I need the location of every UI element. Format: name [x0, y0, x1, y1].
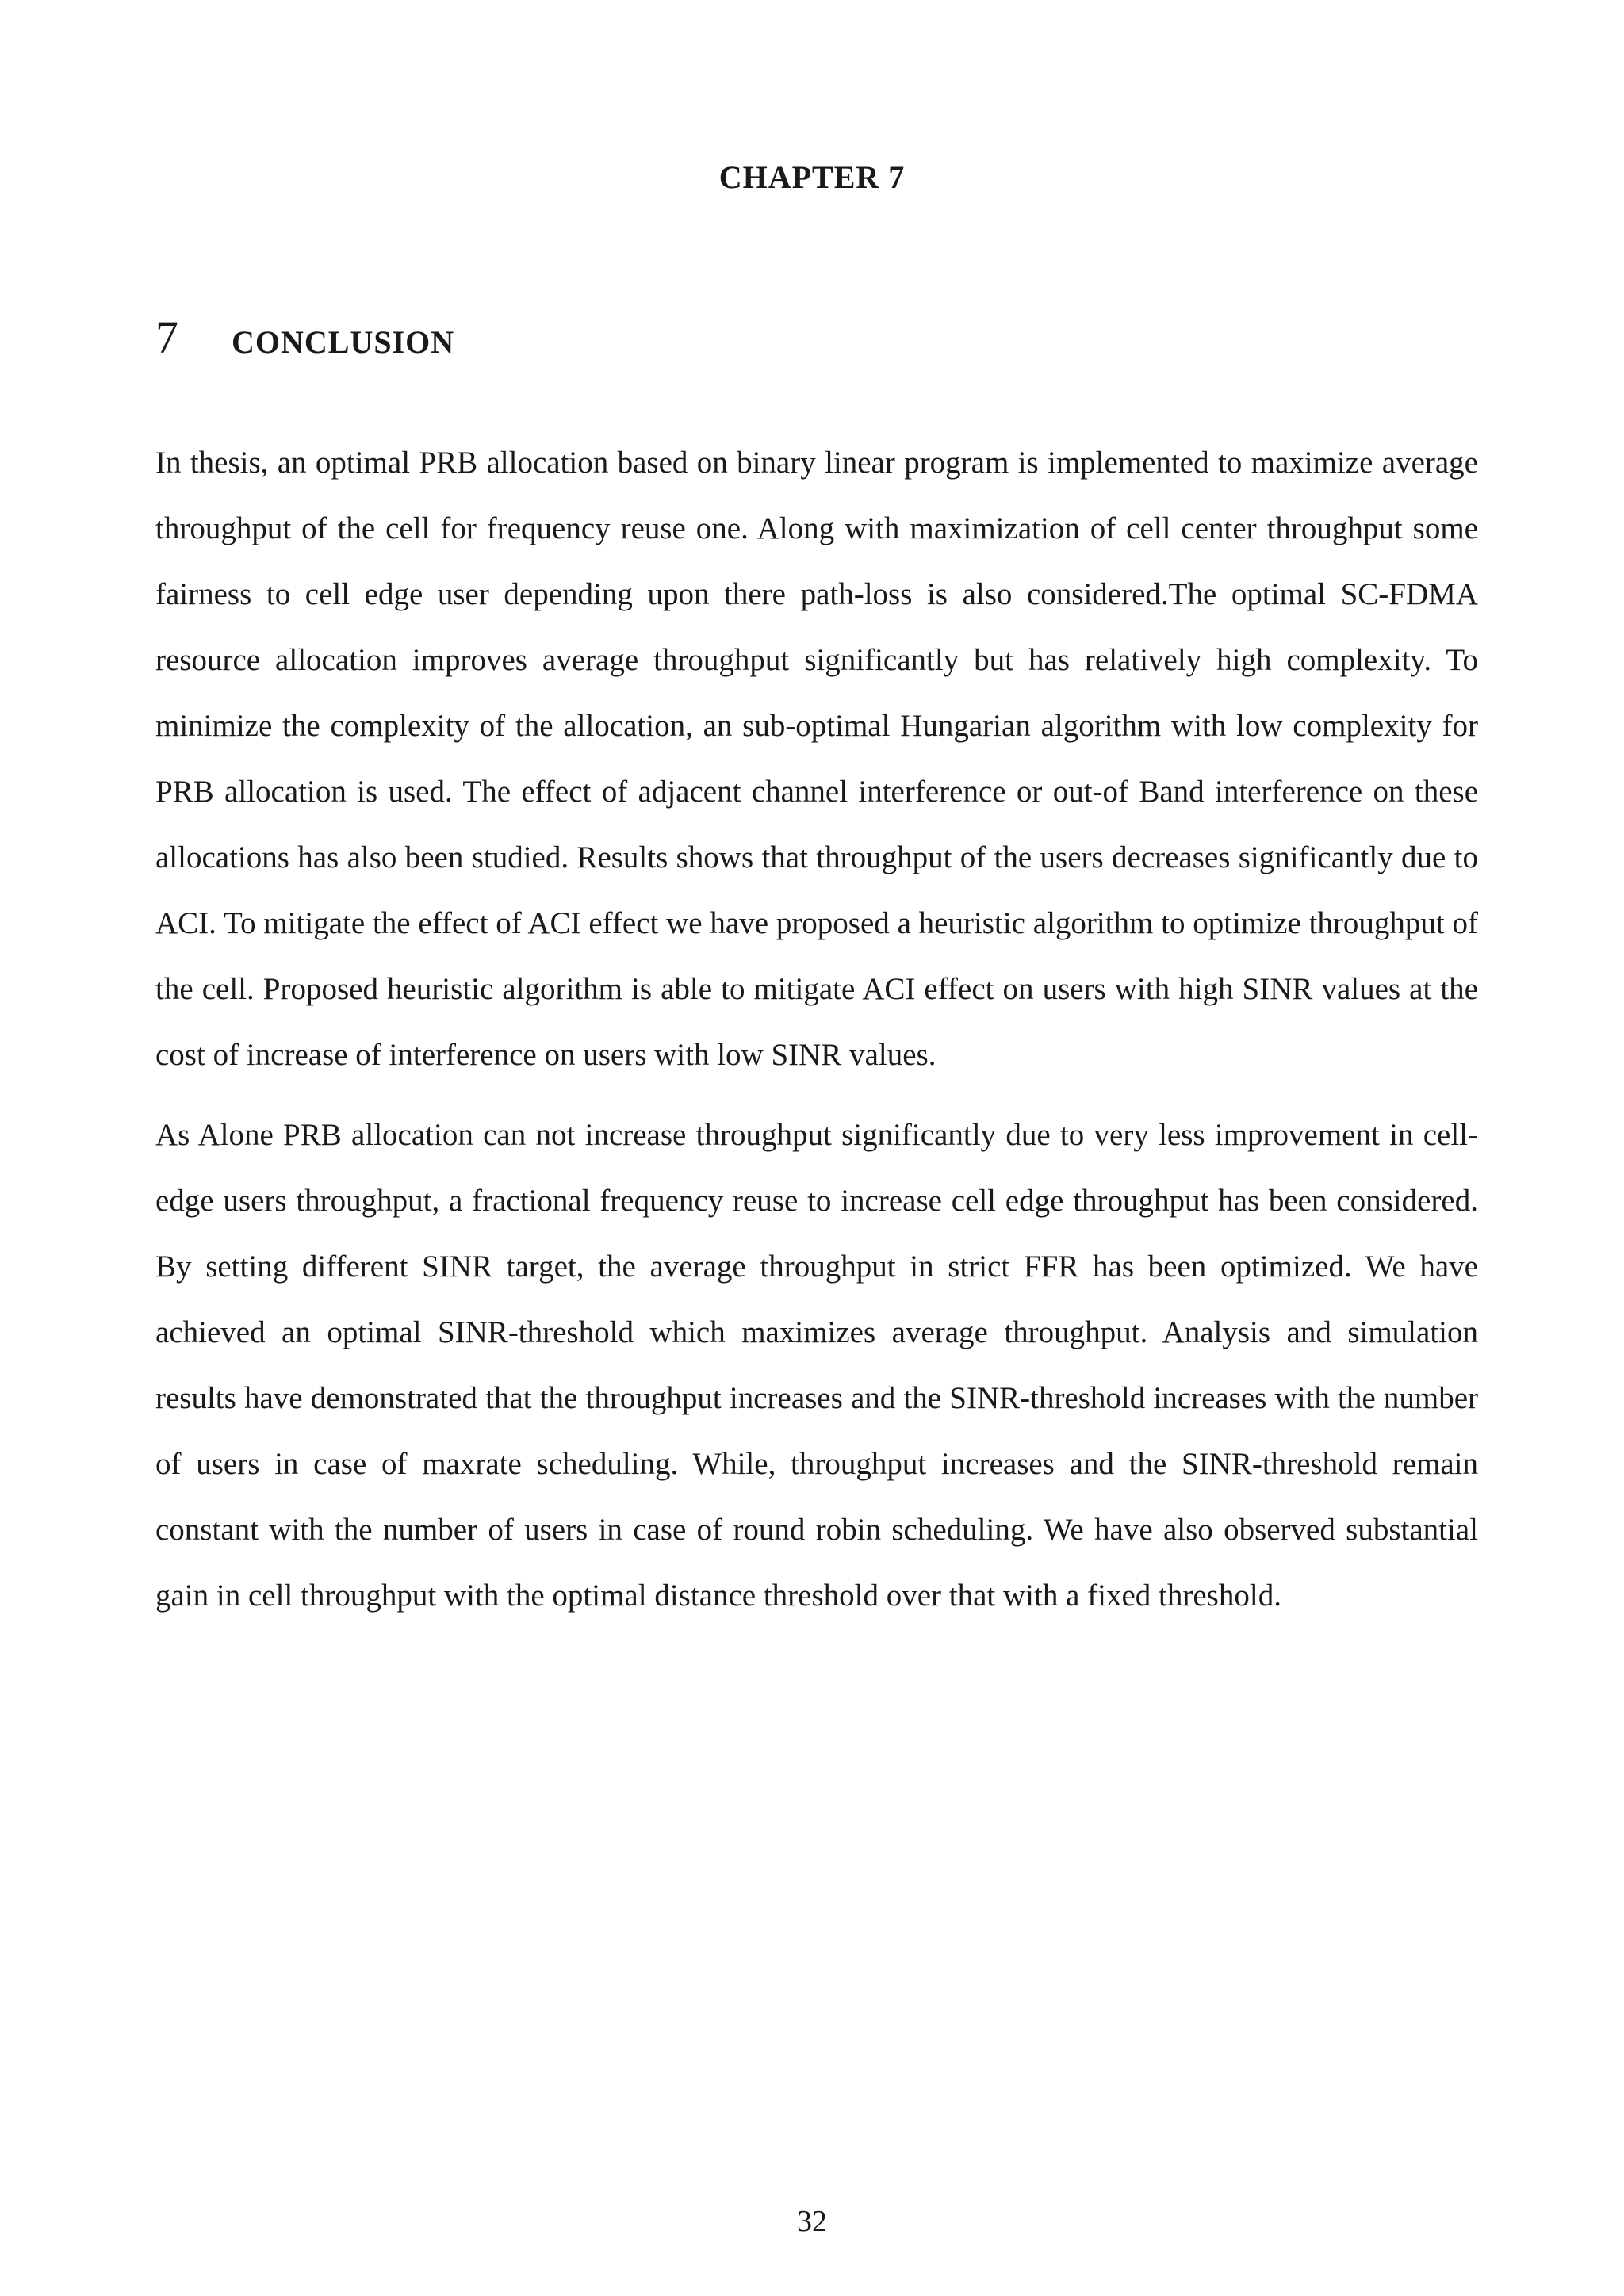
section-title: CONCLUSION: [232, 324, 455, 360]
paragraph: In thesis, an optimal PRB allocation based on binary linear program is implemented to maximize average throughput of the cell for frequency reuse one. Along with maximization of cell center throughput some fairness to cell edge user depending upon there path-loss is also considered.The optimal SC-FDMA resource allocation improves average throughput significantly but has relatively high complexity. To minimize the complexity of the allocation, an sub-optimal Hungarian algorithm with low complexity for PRB allocation is used. The effect of adjacent channel interference or out-of Band interference on these allocations has also been studied. Results shows that throughput of the users decreases significantly due to ACI. To mitigate the effect of ACI effect we have proposed a heuristic algorithm to optimize throughput of the cell. Proposed heuristic algorithm is able to mitigate ACI effect on users with high SINR values at the cost of increase of interference on users with low SINR values.: [155, 446, 1478, 1072]
chapter-label: CHAPTER 7: [718, 159, 906, 195]
paragraph: As Alone PRB allocation can not increase throughput significantly due to very less improvement in cell-edge users throughput, a fractional frequency reuse to increase cell edge throughput has been considered. By setting different SINR target, the average throughput in strict FFR has been optimized. We have achieved an optimal SINR-threshold which maximizes average throughput. Analysis and simulation results have demonstrated that the throughput increases and the SINR-threshold increases with the number of users in case of maxrate scheduling. While, throughput increases and the SINR-threshold remain constant with the number of users in case of round robin scheduling. We have also observed substantial gain in cell throughput with the optimal distance threshold over that with a fixed threshold.: [155, 1118, 1478, 1613]
section-heading: [155, 311, 454, 364]
body-text: [155, 430, 1478, 1628]
section-number: 7: [155, 312, 178, 363]
page-number: 32: [797, 2205, 827, 2238]
